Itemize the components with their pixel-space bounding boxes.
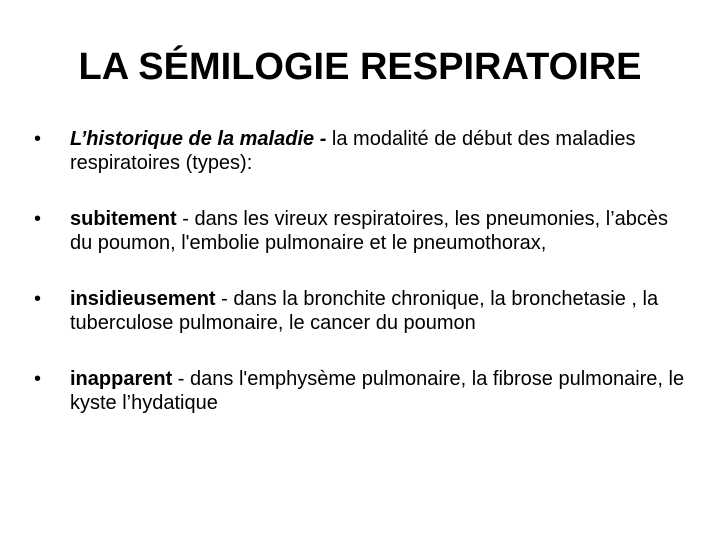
bullet-dot-icon: • [34,288,42,310]
bullet-text: la modalité de début des maladies respiratoires (types): [70,128,636,174]
bullet-text: - dans la bronchite chronique, la bronchetasie , la tuberculose pulmonaire, le cancer du poumon [70,288,659,334]
slide-title: LA SÉMILOGIE RESPIRATOIRE [78,46,642,88]
bullet-item-historique [34,127,694,175]
bullet-list [34,127,694,447]
bullet-item-inapparent [34,367,694,415]
bullet-term: insidieusement [70,288,216,310]
bullet-text: - dans les vireux respiratoires, les pneumonies, l’abcès du poumon, l'embolie pulmonaire et le pneumothorax, [70,208,669,254]
bullet-text: - dans l'emphysème pulmonaire, la fibrose pulmonaire, le kyste l’hydatique [70,368,685,414]
bullet-term: L’historique de la maladie - [70,128,327,150]
bullet-dot-icon: • [34,208,42,230]
bullet-term: subitement [70,208,177,230]
bullet-item-insidieusement [34,287,694,335]
bullet-dot-icon: • [34,368,42,390]
bullet-dot-icon: • [34,128,42,150]
bullet-item-subitement [34,207,694,255]
bullet-term: inapparent [70,368,173,390]
